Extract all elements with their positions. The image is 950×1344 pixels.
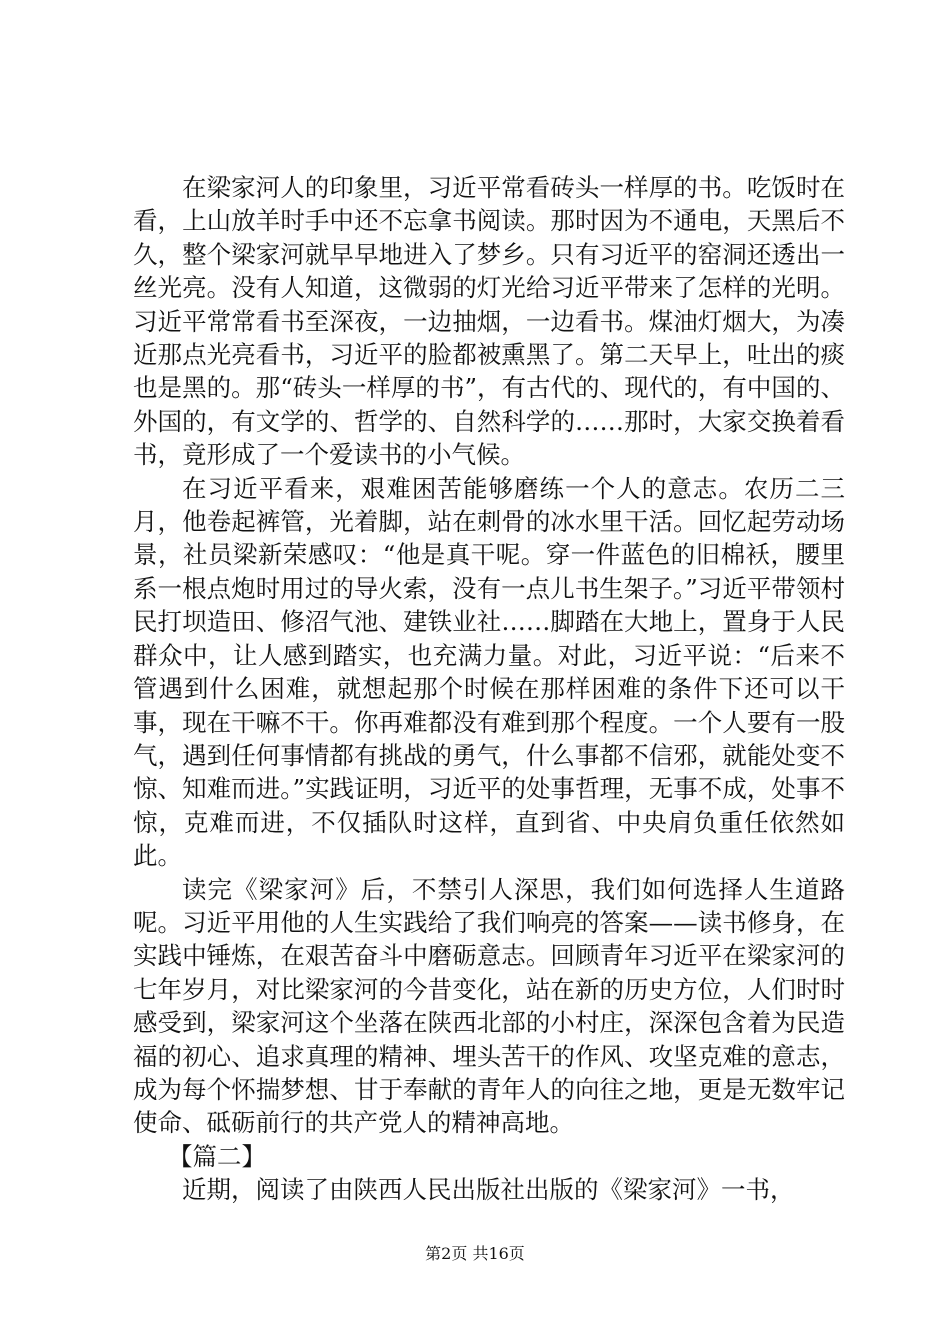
paragraph-4: 近期，阅读了由陕西人民出版社出版的《梁家河》一书，: [182, 1175, 795, 1205]
document-body: [133, 171, 845, 1207]
section-heading: 【篇二】: [168, 1141, 266, 1171]
paragraph-1: 在梁家河人的印象里，习近平常看砖头一样厚的书。吃饭时在看，上山放羊时手中还不忘拿书阅读。那时因为不通电，天黑后不久，整个梁家河就早早地进入了梦乡。只有习近平的窑洞还透出一丝光亮。没有人知道，这微弱的灯光给习近平带来了怎样的光明。习近平常常看书至深夜，一边抽烟，一边看书。煤油灯烟大，为凑近那点光亮看书，习近平的脸都被熏黑了。第二天早上，吐出的痰也是黑的。那“砖头一样厚的书”，有古代的、现代的，有中国的、外国的，有文学的、哲学的、自然科学的……那时，大家交换着看书，竟形成了一个爱读书的小气候。: [133, 173, 845, 470]
paragraph-3: 读完《梁家河》后，不禁引人深思，我们如何选择人生道路呢。习近平用他的人生实践给了我们响亮的答案——读书修身，在实践中锤炼，在艰苦奋斗中磨砺意志。回顾青年习近平在梁家河的七年岁月，对比梁家河的今昔变化，站在新的历史方位，人们时时感受到，梁家河这个坐落在陕西北部的小村庄，深深包含着为民造福的初心、追求真理的精神、埋头苦干的作风、攻坚克难的意志，成为每个怀揣梦想、甘于奉献的青年人的向往之地，更是无数牢记使命、砥砺前行的共产党人的精神高地。: [133, 874, 845, 1138]
page-number-footer: 第2页 共16页: [425, 1244, 525, 1263]
paragraph-2: 在习近平看来，艰难困苦能够磨练一个人的意志。农历二三月，他卷起裤管，光着脚，站在刺骨的冰水里干活。回忆起劳动场景，社员梁新荣感叹：“他是真干呢。穿一件蓝色的旧棉袄，腰里系一根点炮时用过的导火索，没有一点儿书生架子。”习近平带领村民打坝造田、修沼气池、建铁业社……脚踏在大地上，置身于人民群众中，让人感到踏实，也充满力量。对此，习近平说：“后来不管遇到什么困难，就想起那个时候在那样困难的条件下还可以干事，现在干嘛不干。你再难都没有难到那个程度。一个人要有一股气，遇到任何事情都有挑战的勇气，什么事都不信邪，就能处变不惊、知难而进。”实践证明，习近平的处事哲理，无事不成，处事不惊，克难而进，不仅插队时这样，直到省、中央肩负重任依然如此。: [133, 473, 845, 871]
